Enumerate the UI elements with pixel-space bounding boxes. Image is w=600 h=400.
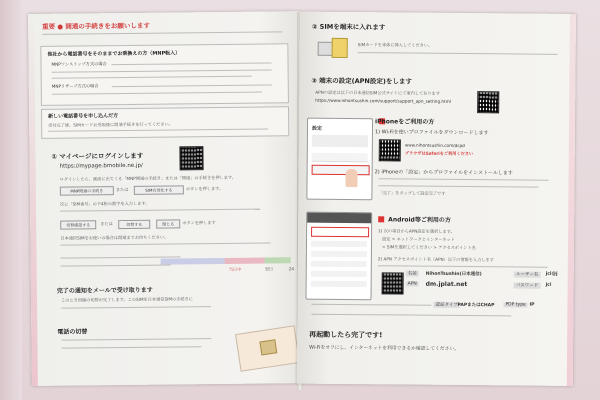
mnp-box [40, 43, 289, 106]
step1-or: または [115, 186, 129, 193]
left-step2-title: 完了の通知をメールで受け取ります [56, 286, 153, 295]
profile-qr-code [379, 139, 401, 161]
timeline-label-c: 24 [288, 266, 295, 272]
reboot-line: Wi-Fiをオフにし、インターネットを利用できるか確認してください。 [309, 345, 460, 352]
right-step3-number: ③ [311, 76, 317, 85]
text-line [378, 265, 548, 268]
android-line1: 1) 次の項目からAPN設定を選択します。 [378, 228, 455, 234]
switch-button-image: 切替する [118, 220, 150, 229]
step1-title: マイページにログインします [59, 151, 144, 161]
mnp-line2: MNPリザーブ方式の場合 [51, 83, 99, 89]
mypage-qr-code [179, 146, 203, 170]
right-step2-title: SIMを端末に入れます [319, 22, 386, 32]
android-screenshot [305, 212, 372, 301]
sim-chip-icon [259, 339, 277, 355]
mnp-line1: MNPワンストップ方式の場合 [51, 61, 107, 67]
right-page [297, 12, 576, 386]
timeline-label-a: 当日中 [228, 266, 242, 272]
auth-value: PAPまたはCHAP [457, 302, 495, 309]
notice-icon: ● [57, 22, 64, 31]
right-step3-line: APNの設定は以下の日本通信SIM公式サイトにて案内しております [315, 89, 440, 96]
iphone-step2-detail: 「完了」をタップして設定完了です [378, 190, 446, 196]
android-appbar [307, 213, 371, 224]
apn-name-value: NihonTsushin(日本通信) [425, 271, 482, 278]
right-step3-title: 端末の設定(APN設定)をします [319, 76, 412, 86]
text-line [112, 62, 272, 65]
iphone-step1: 1) Wi-Fiを使いプロファイルをダウンロードします [374, 129, 489, 137]
step1-or-2: または [100, 221, 113, 227]
timeline-bar-pink [225, 258, 265, 264]
text-line [60, 209, 260, 212]
phone-screen-title: 設定 [311, 125, 323, 132]
android-highlight-row [311, 227, 369, 238]
user-value: jci@j [545, 271, 558, 277]
left-page [28, 11, 304, 386]
notice-label: 重要 [42, 22, 56, 31]
reboot-title: 再起動したら完了です! [309, 330, 383, 340]
step1-number: ① [51, 152, 58, 161]
confirm-switch-button-image: 切替確認する [60, 220, 96, 229]
pass-label: パスワード [514, 282, 541, 288]
apn-name-label: 名前 [406, 271, 419, 277]
text-line [52, 69, 272, 72]
step1-line3: 日本通信SIMをお使いの場合は開通までお待ちください。 [60, 234, 169, 241]
right-step3-url: https://www.nihontsushin.com/support/support_apn_setting.html [315, 97, 452, 104]
section-marker-icon-2 [378, 216, 384, 222]
mnp-box-title: 他社から電話番号をそのままでお乗換えの方（MNP転入） [47, 50, 181, 58]
text-line [311, 304, 431, 306]
text-line [42, 31, 282, 35]
apn-value: dm.jplat.net [425, 280, 468, 289]
timeline-label-b: 翌日 [264, 266, 274, 272]
new-box-title: 新しい電話番号を申し込んだ方 [48, 113, 119, 120]
sim-activate-button-image: SIM有効化する [134, 185, 184, 195]
apn-qr-code [477, 91, 499, 113]
step1-close-suffix: ボタンを押します [182, 220, 216, 226]
iphone-screenshot [306, 118, 373, 201]
text-line [379, 178, 549, 181]
iphone-step2: 2) iPhoneの「設定」からプロファイルをインストールします [374, 169, 513, 177]
iphone-note: ブラウザはSafariをご利用ください [404, 150, 474, 157]
right-step2-number: ② [311, 22, 318, 31]
right-step2-text: SIMカードを本体に挿入してください。 [357, 42, 433, 48]
phone-profile-row [312, 135, 368, 147]
close-button-image: 閉じる [156, 219, 180, 228]
step1-line1: ログインしたら、画面に出てくる「MNP開通の手続き」または「開通」の手続きを押します。 [59, 174, 236, 182]
phone-setting-row [312, 153, 368, 162]
left-step2-line: このとき回線の切替が完了します。このSIMを日本通信SIMの手続きに [60, 296, 193, 303]
pdp-label: PDP type [505, 302, 526, 308]
pdp-value: IP [529, 302, 535, 308]
left-edge-shadow [0, 0, 22, 400]
mnp-activation-button-image: MNP開通の手続き [60, 186, 114, 196]
user-label: ユーザー名 [514, 271, 541, 277]
notice-title: 開通の手続きをお願いします [65, 21, 150, 31]
pointing-hand-icon [345, 169, 357, 187]
left-step3-title: 電話の切替 [57, 328, 88, 336]
apn-table [406, 271, 566, 296]
apn-label: APN [407, 281, 417, 287]
phone-highlighted-row [312, 165, 370, 176]
step1-url: https://mypage.bmobile.ne.jp/ [59, 162, 143, 170]
text-line [48, 128, 268, 131]
auth-label: 認証タイプ [433, 302, 459, 308]
timeline-bar-green [265, 257, 291, 263]
text-line [60, 242, 270, 245]
right-step3-heading [311, 76, 412, 86]
text-line [61, 265, 171, 267]
text-line [61, 346, 201, 349]
android-line3: > SIMを選択してください > アクセスポイント名 [381, 244, 476, 251]
text-line [61, 306, 211, 309]
android-line2: 設定 > ネットワークとインターネット [382, 236, 455, 242]
new-number-box [41, 106, 289, 139]
right-step2-heading [312, 22, 385, 32]
text-line [52, 92, 262, 95]
apn-settings-qr-code [382, 272, 404, 294]
new-box-line1: 受付完了後、SIMカードお受取後に開通手続きを行ってください。 [48, 121, 173, 128]
notice-header [42, 21, 150, 31]
text-line [378, 185, 538, 188]
sim-insert-icon [318, 38, 348, 60]
pass-value: jci [545, 282, 552, 288]
text-line [61, 338, 211, 341]
timeline-bar-blue [161, 258, 225, 265]
step1-line2: 次に「SIM番号」の下4桁の数字を入力します。 [59, 200, 150, 207]
iphone-url: www.nihontsushin.com/dcpd [404, 142, 465, 149]
step1-heading [51, 151, 143, 161]
iphone-title: iPhoneをご利用の方 [375, 118, 435, 126]
text-line [52, 76, 252, 79]
android-title: Android等ご利用の方 [388, 216, 451, 224]
android-line4: 2) APN アクセスポイント名（APN）以下の情報を入力します [377, 256, 494, 263]
text-line [358, 52, 558, 55]
step1-button-suffix: ボタンを押します。 [185, 185, 224, 192]
sim-card-illustration [235, 325, 300, 372]
text-line [311, 314, 511, 317]
text-line [112, 84, 272, 87]
